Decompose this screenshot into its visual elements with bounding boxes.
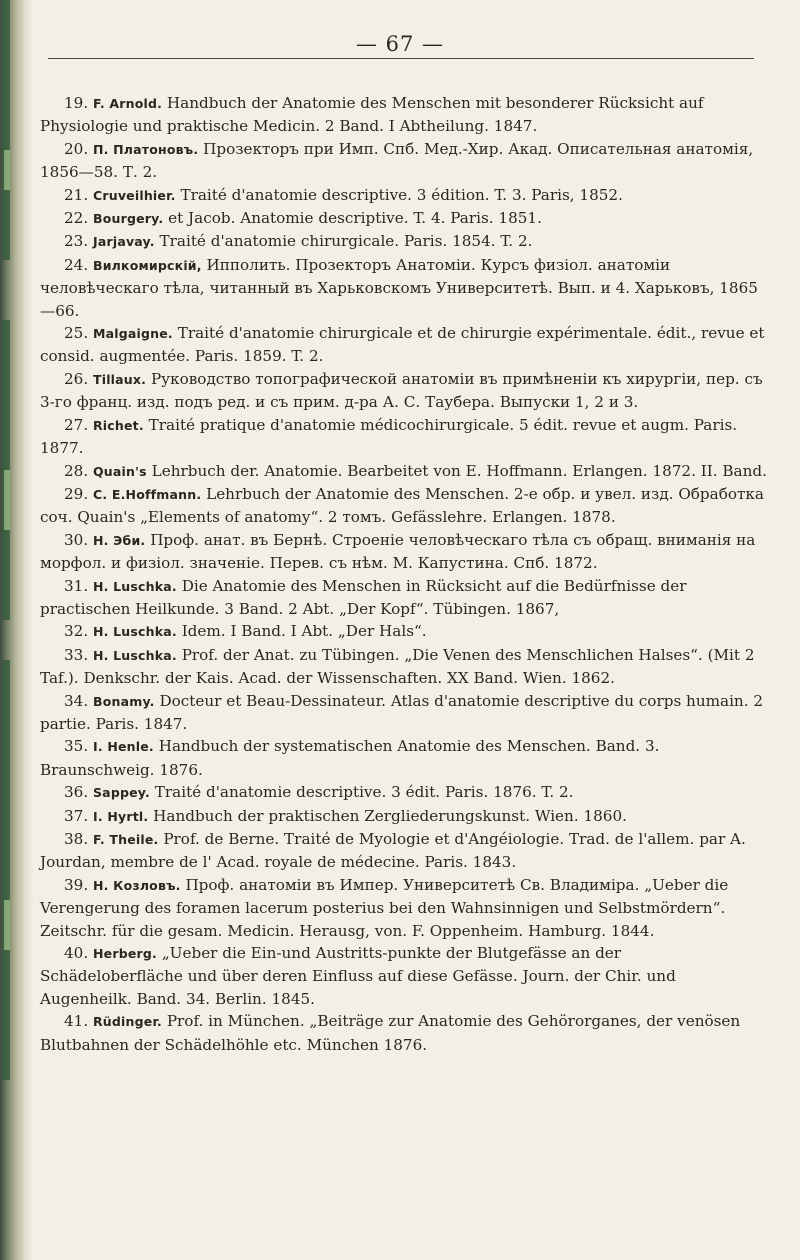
- entry-author: Richet.: [92, 417, 144, 433]
- entry-number: 37.: [64, 806, 89, 825]
- entry-number: 39.: [64, 875, 89, 894]
- entry-number: 40.: [64, 944, 89, 963]
- entry-text: et Jacob. Anatomie descriptive. T. 4. Paris. 1851.: [168, 209, 542, 228]
- entry-number: 41.: [64, 1012, 89, 1031]
- bibliography-entry: [40, 828, 768, 874]
- entry-author: Н. Эби.: [92, 532, 146, 548]
- entry-text: Проф. анат. въ Бернѣ. Строеніе человѣческаго тѣла съ обращ. вниманія на морфол. и физіол. значеніе. Перев. съ нѣм. М. Капустина. Спб. 1872.: [40, 530, 756, 573]
- bibliography-entry: [40, 230, 768, 253]
- entry-text: Traité d'anatomie descriptive. 3 édition. T. 3. Paris, 1852.: [180, 185, 623, 204]
- header-rule: [48, 58, 754, 59]
- entry-number: 21.: [64, 185, 89, 204]
- entry-number: 31.: [64, 576, 89, 595]
- entry-text: Руководство топографической анатоміи въ примѣненіи къ хирургіи, пер. съ 3-го франц. изд. подъ ред. и съ прим. д-ра А. С. Таубера. Выпуски 1, 2 и 3.: [40, 369, 763, 412]
- entry-text: „Ueber die Ein-und Austritts-punkte der Blutgefässe an der Schädeloberfläche und über deren Einfluss auf diese Gefässe. Journ. der Chir. und Augenheilk. Band. 34. Berlin. 1845.: [40, 944, 676, 1008]
- entry-author: Cruveilhier.: [92, 187, 176, 203]
- entry-text: Prof. de Berne. Traité de Myologie et d'Angéiologie. Trad. de l'allem. par A. Jourdan, membre de l' Acad. royale de médecine. Paris. 1843.: [40, 830, 746, 872]
- entry-text: Prof. in München. „Beiträge zur Anatomie des Gehörorganes, der venösen Blutbahnen der Schädelhöhle etc. München 1876.: [40, 1012, 741, 1054]
- entry-author: H. Luschka.: [92, 578, 177, 594]
- entry-text: Handbuch der systematischen Anatomie des Menschen. Band. 3. Braunschweig. 1876.: [40, 737, 660, 779]
- bibliography-entry: [40, 575, 768, 621]
- entry-text: Traité d'anatomie chirurgicale et de chirurgie expérimentale. édit., revue et consid. augmentée. Paris. 1859. T. 2.: [40, 324, 765, 366]
- bibliography-entry: [40, 207, 768, 230]
- entry-author: I. Hyrtl.: [92, 808, 149, 824]
- entry-author: Jarjavay.: [92, 234, 155, 250]
- entry-number: 35.: [64, 737, 89, 756]
- entry-author: Bourgery.: [92, 211, 164, 227]
- bibliography-entry: [40, 529, 768, 575]
- bibliography-entry: [40, 92, 768, 138]
- bibliography-list: [40, 92, 768, 1056]
- bibliography-entry: [40, 184, 768, 207]
- entry-text: Idem. I Band. I Abt. „Der Hals“.: [181, 622, 427, 641]
- entry-text: Traité d'anatomie chirurgicale. Paris. 1854. T. 2.: [159, 232, 533, 251]
- entry-text: Docteur et Beau-Dessinateur. Atlas d'anatomie descriptive du corps humain. 2 partie. Paris. 1847.: [40, 691, 764, 733]
- entry-number: 19.: [64, 94, 89, 112]
- entry-text: Handbuch der Anatomie des Menschen mit besonderer Rücksicht auf Physiologie und praktische Medicin. 2 Band. I Abtheilung. 1847.: [40, 94, 704, 136]
- entry-author: H. Luschka.: [92, 624, 177, 640]
- entry-number: 20.: [64, 139, 89, 158]
- bibliography-entry: [40, 254, 768, 322]
- entry-author: Sappey.: [92, 785, 150, 801]
- bibliography-entry: [40, 1010, 768, 1056]
- entry-author: Herberg.: [92, 946, 157, 962]
- bibliography-entry: [40, 644, 768, 690]
- bibliography-entry: [40, 620, 768, 643]
- bibliography-entry: [40, 805, 768, 828]
- entry-text: Прозекторъ при Имп. Спб. Мед.-Хир. Акад. Описательная анатомія, 1856—58. Т. 2.: [40, 139, 754, 182]
- entry-number: 26.: [64, 369, 89, 388]
- entry-author: П. Платоновъ.: [92, 141, 199, 157]
- entry-number: 34.: [64, 691, 89, 710]
- entry-author: I. Henle.: [92, 739, 154, 755]
- entry-number: 28.: [64, 461, 89, 480]
- entry-number: 23.: [64, 232, 89, 251]
- entry-number: 33.: [64, 645, 89, 664]
- entry-author: Rüdinger.: [92, 1014, 162, 1030]
- entry-author: Н. Козловъ.: [92, 877, 181, 893]
- entry-author: F. Theile.: [92, 832, 159, 847]
- entry-text: Проф. анатоміи въ Импер. Университетѣ Св. Владиміра. „Ueber die Verengerung des foramen lacerum posterius bei den Wahnsinnigen und Selbstmördern“. Zeitschr. für die gesam. Medicin. Herausg, von. F. Oppenheim. Hamburg. 1844.: [40, 875, 729, 940]
- bibliography-entry: [40, 368, 768, 414]
- entry-text: Die Anatomie des Menschen in Rücksicht auf die Bedürfnisse der practischen Heilkunde. 3 Band. 2 Abt. „Der Kopf“. Tübingen. 1867,: [40, 576, 687, 618]
- entry-text: Prof. der Anat. zu Tübingen. „Die Venen des Menschlichen Halses“. (Mit 2 Taf.). Denkschr. der Kais. Acad. der Wissenschaften. XX Band. Wien. 1862.: [40, 645, 755, 688]
- entry-author: Tillaux.: [92, 371, 147, 387]
- entry-number: 25.: [64, 324, 89, 343]
- bibliography-entry: [40, 874, 768, 942]
- entry-author: H. Luschka.: [92, 647, 177, 663]
- entry-number: 36.: [64, 783, 89, 802]
- entry-number: 22.: [64, 209, 89, 228]
- entry-number: 27.: [64, 415, 89, 434]
- binding-edge: [0, 0, 34, 1260]
- page-number: — 67 —: [355, 32, 445, 56]
- entry-author: Вилкомирскій,: [92, 257, 202, 273]
- entry-text: Lehrbuch der Anatomie des Menschen. 2-е обр. и увел. изд. Обработка соч. Quain's „Elements of anatomy“. 2 томъ. Gefässlehre. Erlangen. 1878.: [40, 484, 764, 527]
- entry-author: Bonamy.: [92, 693, 155, 709]
- bibliography-entry: [40, 460, 768, 483]
- bibliography-entry: [40, 414, 768, 460]
- bibliography-entry: [40, 942, 768, 1010]
- entry-number: 32.: [64, 622, 89, 641]
- entry-text: Traité pratique d'anatomie médicochirurgicale. 5 édit. revue et augm. Paris. 1877.: [40, 415, 738, 458]
- bibliography-entry: [40, 690, 768, 736]
- bibliography-entry: [40, 781, 768, 804]
- bibliography-entry: [40, 735, 768, 781]
- entry-author: Quain's: [92, 463, 147, 479]
- entry-number: 30.: [64, 530, 89, 549]
- entry-author: С. E.Hoffmann.: [92, 486, 202, 502]
- bibliography-entry: [40, 322, 768, 368]
- entry-number: 38.: [64, 830, 89, 848]
- entry-text: Handbuch der praktischen Zergliederungskunst. Wien. 1860.: [153, 806, 627, 825]
- entry-author: Malgaigne.: [92, 326, 173, 342]
- entry-text: Traité d'anatomie descriptive. 3 édit. Paris. 1876. T. 2.: [154, 783, 574, 802]
- bibliography-entry: [40, 483, 768, 529]
- entry-text: Lehrbuch der. Anatomie. Bearbeitet von E. Hoffmann. Erlangen. 1872. II. Band.: [151, 461, 767, 480]
- entry-author: F. Arnold.: [92, 96, 163, 111]
- entry-number: 24.: [64, 255, 89, 274]
- bibliography-entry: [40, 138, 768, 184]
- entry-number: 29.: [64, 484, 89, 503]
- entry-text: Ипполить. Прозекторъ Анатоміи. Курсъ физіол. анатоміи человѣческаго тѣла, читанный въ Харьковскомъ Университетѣ. Вып. и 4. Харьковъ, 1865—66.: [40, 255, 758, 320]
